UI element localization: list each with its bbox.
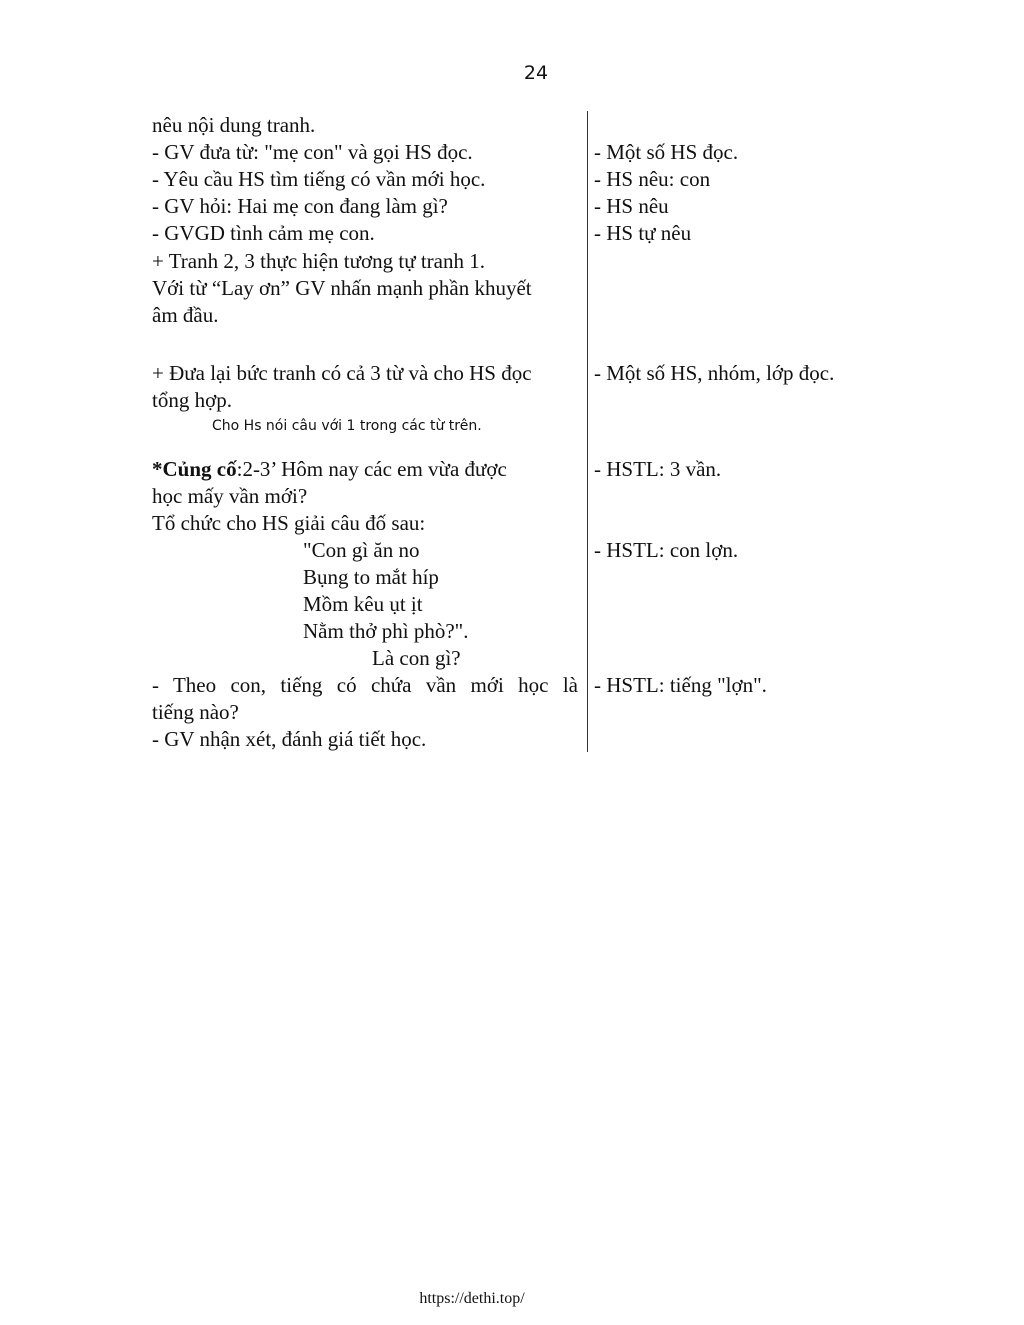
right-line-1: - Một số HS đọc. [594,140,739,164]
left-line-15: - Theo con, tiếng có chứa vần mới học là [152,673,578,697]
right-line-4: - HS tự nêu [594,221,692,245]
left-line-8: âm đầu. [152,303,219,327]
left-line-14: Tổ chức cho HS giải câu đố sau: [152,511,426,535]
riddle-line-1: "Con gì ăn no [303,538,420,562]
left-line-cung-co [152,456,507,483]
left-line-1: nêu nội dung tranh. [152,113,316,137]
right-line-2: - HS nêu: con [594,167,711,191]
footer-url: https://dethi.top/ [419,1290,525,1307]
left-line-10: tổng hợp. [152,388,232,412]
right-line-7: - HSTL: con lợn. [594,538,739,562]
riddle-line-3: Mồm kêu ụt ịt [303,592,423,616]
cung-co-label: *Củng cố [152,457,237,481]
riddle-line-5: Là con gì? [372,646,461,670]
left-line-9: + Đưa lại bức tranh có cả 3 từ và cho HS đọc [152,361,532,385]
left-line-3: - Yêu cầu HS tìm tiếng có vần mới học. [152,167,486,191]
page-number: 24 [523,62,549,84]
left-line-6: + Tranh 2, 3 thực hiện tương tự tranh 1. [152,249,485,273]
left-line-note: Cho Hs nói câu với 1 trong các từ trên. [212,418,482,434]
right-line-3: - HS nêu [594,194,669,218]
right-line-8: - HSTL: tiếng "lợn". [594,673,767,697]
riddle-line-4: Nằm thở phì phò?". [303,619,469,643]
left-line-2: - GV đưa từ: "mẹ con" và gọi HS đọc. [152,140,473,164]
column-divider [587,111,588,752]
riddle-line-2: Bụng to mắt híp [303,565,439,589]
left-line-7: Với từ “Lay ơn” GV nhấn mạnh phần khuyết [152,276,532,300]
left-line-4: - GV hỏi: Hai mẹ con đang làm gì? [152,194,448,218]
left-line-16: tiếng nào? [152,700,239,724]
right-line-5: - Một số HS, nhóm, lớp đọc. [594,361,835,385]
right-line-6: - HSTL: 3 vần. [594,457,722,481]
left-line-17: - GV nhận xét, đánh giá tiết học. [152,727,427,751]
left-line-13: học mấy vần mới? [152,484,308,508]
cung-co-text: :2-3’ Hôm nay các em vừa được [236,457,507,481]
left-line-5: - GVGD tình cảm mẹ con. [152,221,375,245]
